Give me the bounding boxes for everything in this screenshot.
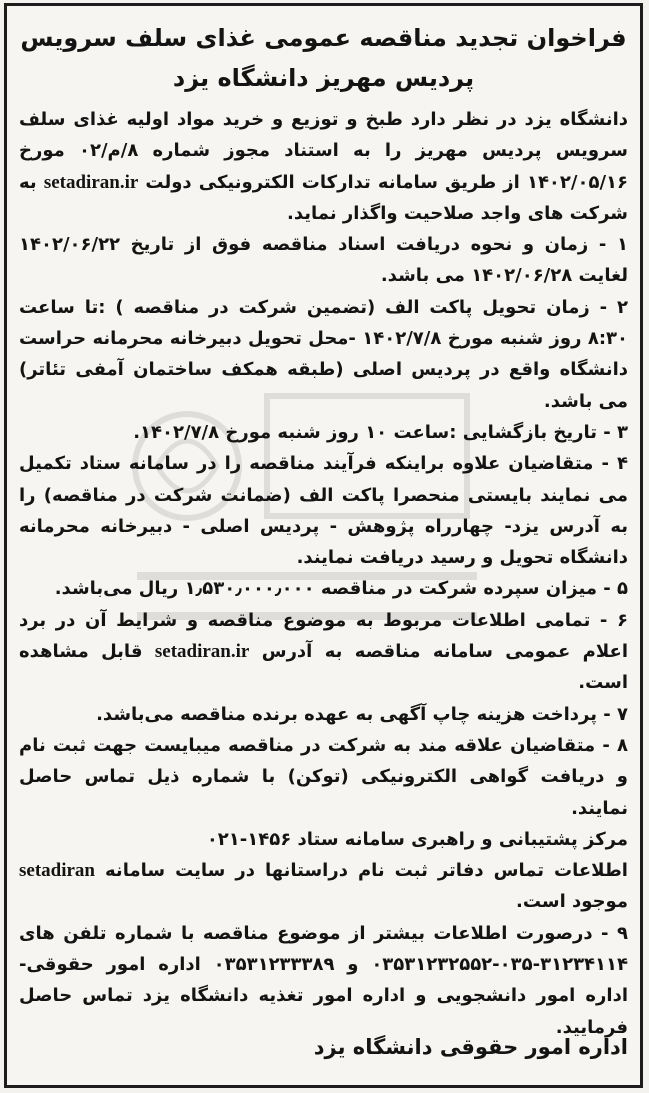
item-1: ۱ - زمان و نحوه دریافت اسناد مناقصه فوق از تاریخ ۱۴۰۲/۰۶/۲۲ لغایت ۱۴۰۲/۰۶/۲۸ می باشد. bbox=[19, 234, 628, 287]
intro-text: دانشگاه یزد در نظر دارد طبخ و توزیع و خرید مواد اولیه غذای سلف سرویس پردیس مهریز را به استناد مجوز شماره ۸/م/۰۲ مورخ ۱۴۰۲/۰۵/۱۶ از طریق سامانه تدارکات الکترونیکی دولت bbox=[19, 109, 628, 193]
item-9: ۹ - درصورت اطلاعات بیشتر از موضوع مناقصه با شماره تلفن های ۳۱۲۳۴۱۱۴-۰۳۵-۰۳۵۳۱۲۳۲۵۵۲ و ۰۳۵۳۱۲۳۳۳۸۹ اداره امور حقوقی- اداره امور دانشجویی و اداره امور تغذیه دانشگاه یزد تماس حاصل فرمایید. bbox=[19, 922, 628, 1038]
item-6 bbox=[19, 605, 628, 699]
notice-body bbox=[19, 104, 628, 1043]
intro-text-end: به شرکت های واجد صلاحیت واگذار نماید. bbox=[19, 171, 628, 224]
offices-site: setadiran bbox=[19, 860, 95, 882]
notice-title bbox=[19, 18, 628, 98]
notice-content bbox=[19, 18, 628, 1077]
item-2: ۲ - زمان تحویل پاکت الف (تضمین شرکت در مناقصه ) :تا ساعت ۸:۳۰ روز شنبه مورخ ۱۴۰۲/۷/۸ -محل تحویل دبیرخانه محرمانه حراست دانشگاه واقع در پردیس اصلی (طبقه همکف ساختمان آمفی تئاتر) می باشد. bbox=[19, 296, 628, 412]
notice-frame bbox=[4, 3, 643, 1088]
title-line-1: فراخوان تجدید مناقصه عمومی غذای سلف سرویس bbox=[20, 24, 627, 52]
intro-paragraph bbox=[19, 104, 628, 229]
item-7: ۷ - پرداخت هزینه چاپ آگهی به عهده برنده مناقصه می‌باشد. bbox=[96, 703, 628, 725]
offices-text: اطلاعات تماس دفاتر ثبت نام دراستانها در سایت سامانه bbox=[105, 860, 628, 882]
item-6-text: ۶ - تمامی اطلاعات مربوط به موضوع مناقصه و شرایط آن در برد اعلام عمومی سامانه مناقصه به آدرس bbox=[19, 609, 628, 663]
item-6-site: setadiran.ir bbox=[154, 641, 250, 663]
item-6-text-end: قابل مشاهده است. bbox=[19, 641, 628, 694]
support-line: مرکز پشتیبانی و راهبری سامانه ستاد ۱۴۵۶-۰۲۱ bbox=[206, 828, 628, 850]
signature: اداره امور حقوقی دانشگاه یزد bbox=[313, 1035, 628, 1059]
item-5: ۵ - میزان سپرده شرکت در مناقصه ۱٫۵۳۰٫۰۰۰٫۰۰۰ ریال می‌باشد. bbox=[54, 578, 628, 600]
offices-line bbox=[19, 855, 628, 918]
item-4: ۴ - متقاضیان علاوه براینکه فرآیند مناقصه را در سامانه ستاد تکمیل می نمایند بایستی منحصرا پاکت الف (ضمانت شرکت در مناقصه) را به آدرس یزد- چهارراه پژوهش - پردیس اصلی - دبیرخانه محرمانه دانشگاه تحویل و رسید دریافت نمایند. bbox=[19, 453, 628, 569]
title-line-2: پردیس مهریز دانشگاه یزد bbox=[172, 64, 475, 92]
item-3: ۳ - تاریخ بازگشایی :ساعت ۱۰ روز شنبه مورخ ۱۴۰۲/۷/۸. bbox=[133, 421, 628, 443]
item-8: ۸ - متقاضیان علاقه مند به شرکت در مناقصه میبایست جهت ثبت نام و دریافت گواهی الکترونیکی (توکن) با شماره ذیل تماس حاصل نمایند. bbox=[19, 734, 628, 819]
intro-site-link: setadiran.ir bbox=[43, 171, 139, 193]
offices-text-end: موجود است. bbox=[516, 891, 628, 913]
